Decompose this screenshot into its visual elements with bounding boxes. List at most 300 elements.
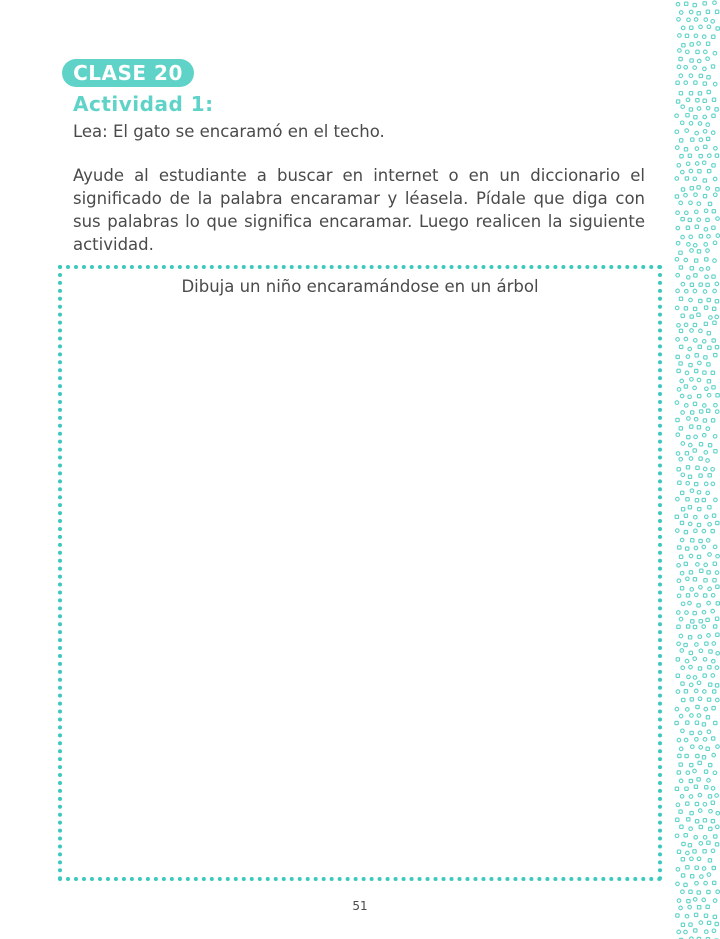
- pattern-dot: [707, 25, 711, 29]
- pattern-dot: [696, 754, 699, 757]
- pattern-dot: [690, 329, 694, 333]
- pattern-dot: [690, 378, 694, 382]
- pattern-dot: [705, 930, 709, 934]
- pattern-dot: [686, 851, 690, 855]
- pattern-dot: [693, 611, 696, 614]
- pattern-dot: [686, 498, 689, 501]
- pattern-dot: [712, 642, 716, 646]
- pattern-dot: [699, 649, 703, 653]
- pattern-dot: [693, 307, 696, 310]
- pattern-dot: [689, 122, 693, 126]
- pattern-dot: [707, 380, 710, 383]
- pattern-dot: [693, 676, 697, 680]
- pattern-dot: [680, 571, 684, 575]
- pattern-dot: [693, 769, 697, 773]
- pattern-dot: [711, 674, 715, 678]
- pattern-dot: [677, 468, 680, 471]
- pattern-dot: [697, 523, 700, 526]
- pattern-dot: [706, 539, 710, 543]
- pattern-dot: [694, 339, 698, 343]
- pattern-dot: [697, 491, 701, 495]
- pattern-dot: [676, 658, 679, 661]
- pattern-dot: [694, 546, 698, 550]
- pattern-dot: [687, 417, 691, 421]
- pattern-dot: [680, 825, 683, 828]
- pattern-dot: [688, 218, 691, 221]
- pattern-dot: [716, 811, 720, 815]
- pattern-dot: [714, 721, 717, 724]
- pattern-dot: [689, 665, 693, 669]
- pattern-dot: [675, 114, 679, 118]
- pattern-dot: [686, 625, 689, 628]
- reading-sentence: Lea: El gato se encaramó en el techo.: [73, 122, 385, 141]
- pattern-dot: [703, 738, 707, 742]
- pattern-dot: [705, 642, 708, 645]
- pattern-dot: [675, 130, 679, 134]
- pattern-dot: [684, 514, 687, 517]
- pattern-dot: [679, 297, 682, 300]
- pattern-dot: [685, 289, 689, 293]
- pattern-dot: [676, 226, 680, 230]
- pattern-dot: [708, 506, 711, 509]
- pattern-dot: [703, 2, 706, 5]
- pattern-dot: [703, 130, 707, 134]
- pattern-dot: [697, 681, 701, 685]
- pattern-dot: [693, 177, 697, 181]
- pattern-dot: [685, 754, 688, 757]
- drawing-area[interactable]: [58, 265, 662, 881]
- pattern-dot: [707, 730, 711, 734]
- pattern-dot: [711, 849, 715, 853]
- pattern-dot: [690, 714, 694, 718]
- pattern-dot: [704, 145, 707, 148]
- pattern-dot: [676, 818, 679, 821]
- pattern-dot: [715, 684, 718, 687]
- class-badge: CLASE 20: [62, 59, 194, 87]
- pattern-dot: [675, 258, 679, 262]
- pattern-dot: [688, 347, 692, 351]
- pattern-dot: [676, 146, 680, 150]
- pattern-dot: [680, 649, 684, 653]
- pattern-dot: [707, 921, 710, 924]
- pattern-dot: [695, 643, 699, 647]
- pattern-dot: [678, 481, 681, 484]
- pattern-dot: [678, 34, 682, 38]
- pattern-dot: [681, 188, 684, 191]
- pattern-dot: [713, 435, 717, 439]
- pattern-dot: [697, 891, 700, 894]
- pattern-dot: [684, 66, 688, 70]
- pattern-dot: [711, 131, 715, 135]
- activity-title: Actividad 1:: [73, 92, 214, 116]
- pattern-dot: [686, 547, 689, 550]
- pattern-dot: [681, 411, 685, 415]
- pattern-dot: [691, 138, 694, 141]
- pattern-dot: [679, 329, 682, 332]
- pattern-dot: [694, 274, 697, 277]
- pattern-dot: [716, 188, 719, 191]
- pattern-dot: [689, 298, 693, 302]
- pattern-dot: [685, 34, 688, 37]
- pattern-dot: [706, 491, 710, 495]
- pattern-dot: [697, 186, 700, 189]
- pattern-dot: [698, 635, 702, 639]
- pattern-dot: [686, 577, 690, 581]
- pattern-dot: [696, 50, 699, 53]
- pattern-dot: [684, 307, 687, 310]
- pattern-dot: [686, 708, 690, 712]
- pattern-dot: [703, 404, 707, 408]
- pattern-dot: [703, 67, 707, 71]
- pattern-dot: [689, 235, 693, 239]
- pattern-dot: [712, 210, 715, 213]
- pattern-dot: [713, 177, 717, 181]
- pattern-dot: [680, 394, 684, 398]
- pattern-dot: [699, 539, 702, 542]
- pattern-dot: [687, 276, 691, 280]
- pattern-dot: [687, 18, 691, 22]
- pattern-dot: [698, 761, 701, 764]
- pattern-dot: [684, 385, 687, 388]
- pattern-dot: [699, 825, 702, 828]
- pattern-dot: [703, 850, 706, 853]
- pattern-dot: [711, 20, 715, 24]
- pattern-dot: [712, 929, 716, 933]
- pattern-dot: [706, 618, 709, 621]
- pattern-dot: [716, 825, 720, 829]
- pattern-dot: [706, 459, 710, 463]
- pattern-dot: [679, 779, 683, 783]
- pattern-dot: [713, 51, 717, 55]
- pattern-dot: [703, 115, 707, 119]
- pattern-dot: [699, 620, 702, 623]
- pattern-dot: [716, 585, 719, 588]
- pattern-dot: [690, 857, 694, 861]
- pattern-dot: [681, 105, 685, 109]
- pattern-dot: [698, 809, 702, 813]
- pattern-dot: [698, 507, 701, 510]
- pattern-dot: [682, 44, 685, 47]
- pattern-dot: [688, 395, 692, 399]
- pattern-dot: [693, 657, 697, 661]
- pattern-dot: [711, 65, 714, 68]
- pattern-dot: [698, 793, 702, 797]
- pattern-dot: [688, 475, 691, 478]
- pattern-dot: [711, 468, 715, 472]
- activity-instructions: Ayude al estudiante a buscar en internet o en un diccionario el significado de la palabra encaramar y léasela. Pídale que diga con sus palabras lo que significa encaramar. Luego realicen la siguiente actividad.: [73, 166, 645, 254]
- pattern-dot: [705, 387, 709, 391]
- pattern-dot: [675, 707, 679, 711]
- pattern-dot: [686, 355, 690, 359]
- pattern-dot: [698, 667, 701, 670]
- pattern-dot: [702, 723, 705, 726]
- pattern-dot: [681, 217, 684, 220]
- pattern-dot: [684, 258, 688, 262]
- pattern-dot: [695, 147, 699, 151]
- pattern-dot: [693, 850, 696, 853]
- pattern-dot: [697, 313, 700, 316]
- pattern-dot: [686, 162, 690, 166]
- pattern-dot: [693, 323, 696, 326]
- pattern-dot: [681, 729, 685, 733]
- pattern-dot: [684, 883, 687, 886]
- pattern-dot: [694, 417, 698, 421]
- pattern-dot: [700, 569, 703, 572]
- pattern-dot: [715, 300, 718, 303]
- pattern-dot: [708, 169, 711, 172]
- page-number: 51: [352, 899, 368, 913]
- pattern-dot: [700, 875, 704, 879]
- pattern-dot: [675, 515, 678, 518]
- pattern-dot: [685, 787, 688, 790]
- pattern-dot: [694, 81, 697, 84]
- pattern-dot: [677, 324, 681, 328]
- pattern-dot: [708, 666, 711, 669]
- pattern-dot: [675, 787, 678, 790]
- pattern-dot: [693, 3, 696, 6]
- pattern-dot: [682, 698, 685, 701]
- pattern-dot: [711, 594, 715, 598]
- pattern-dot: [699, 25, 703, 29]
- pattern-dot: [711, 787, 715, 791]
- pattern-dot: [680, 795, 684, 799]
- pattern-dot: [681, 874, 684, 877]
- pattern-dot: [681, 442, 685, 446]
- pattern-dot: [676, 497, 680, 501]
- pattern-dot: [697, 426, 700, 429]
- pattern-dot: [702, 498, 705, 501]
- pattern-dot: [690, 731, 693, 734]
- pattern-dot: [702, 529, 706, 533]
- pattern-dot: [679, 747, 683, 751]
- pattern-dot: [677, 564, 681, 568]
- pattern-dot: [686, 226, 689, 229]
- pattern-dot: [705, 515, 709, 519]
- pattern-dot: [715, 282, 719, 286]
- pattern-dot: [698, 697, 702, 701]
- pattern-dot: [706, 57, 710, 61]
- pattern-dot: [693, 244, 697, 248]
- pattern-dot: [686, 721, 689, 724]
- pattern-dot: [703, 194, 706, 197]
- pattern-dot: [704, 770, 707, 773]
- pattern-dot: [676, 674, 679, 677]
- pattern-dot: [677, 771, 680, 774]
- pattern-dot: [685, 611, 689, 615]
- pattern-dot: [680, 587, 683, 590]
- pattern-dot: [689, 827, 693, 831]
- pattern-dot: [690, 425, 693, 428]
- pattern-dot: [703, 819, 706, 822]
- pattern-dot: [699, 154, 702, 157]
- pattern-dot: [690, 26, 693, 29]
- pattern-dot: [713, 881, 716, 884]
- pattern-dot: [712, 164, 715, 167]
- pattern-dot: [703, 836, 707, 840]
- pattern-dot: [706, 187, 710, 191]
- pattern-dot: [684, 81, 688, 85]
- pattern-dot: [677, 388, 681, 392]
- pattern-dot: [681, 314, 684, 317]
- pattern-dot: [715, 315, 719, 319]
- pattern-dot: [702, 625, 706, 629]
- pattern-dot: [697, 555, 700, 558]
- pattern-dot: [697, 107, 701, 111]
- pattern-dot: [709, 763, 712, 766]
- pattern-dot: [699, 586, 703, 590]
- pattern-dot: [679, 427, 682, 430]
- pattern-dot: [712, 35, 715, 38]
- pattern-dot: [713, 321, 716, 324]
- pattern-dot: [697, 714, 701, 718]
- pattern-dot: [689, 10, 693, 14]
- pattern-dot: [702, 610, 706, 614]
- pattern-dot: [695, 482, 698, 485]
- pattern-dot: [713, 771, 717, 775]
- pattern-dot: [699, 138, 703, 142]
- pattern-dot: [679, 251, 682, 254]
- pattern-dot: [691, 620, 694, 623]
- pattern-dot: [675, 401, 679, 405]
- pattern-dot: [714, 147, 718, 151]
- pattern-dot: [706, 137, 709, 140]
- pattern-dot: [716, 217, 720, 221]
- pattern-dot: [681, 923, 684, 926]
- pattern-dot: [690, 315, 693, 318]
- pattern-dot: [714, 450, 717, 453]
- pattern-dot: [677, 611, 681, 615]
- pattern-dot: [689, 554, 693, 558]
- pattern-dot: [716, 890, 720, 894]
- pattern-dot: [696, 705, 699, 708]
- pattern-dot: [711, 819, 714, 822]
- pattern-dot: [686, 114, 689, 117]
- pattern-dot: [709, 683, 712, 686]
- pattern-dot: [689, 201, 693, 205]
- pattern-dot: [689, 108, 692, 111]
- pattern-dot: [697, 202, 701, 206]
- pattern-dot: [685, 211, 689, 215]
- pattern-dot: [695, 866, 698, 869]
- pattern-dot: [694, 515, 698, 519]
- pattern-dot: [689, 683, 693, 687]
- pattern-dot: [707, 779, 711, 783]
- pattern-dot: [706, 106, 710, 110]
- decorative-dot-strip: [672, 0, 720, 939]
- pattern-dot: [679, 57, 682, 60]
- pattern-dot: [707, 235, 711, 239]
- pattern-dot: [695, 131, 699, 135]
- pattern-dot: [688, 844, 691, 847]
- pattern-dot: [698, 361, 702, 365]
- pattern-dot: [694, 18, 698, 22]
- pattern-dot: [712, 514, 715, 517]
- pattern-dot: [695, 820, 698, 823]
- pattern-dot: [684, 193, 688, 197]
- pattern-dot: [715, 10, 718, 13]
- pattern-dot: [702, 433, 706, 437]
- pattern-dot: [676, 914, 679, 917]
- pattern-dot: [676, 418, 679, 421]
- pattern-dot: [706, 10, 709, 13]
- pattern-dot: [704, 914, 707, 917]
- pattern-dot: [713, 82, 717, 86]
- pattern-dot: [704, 707, 708, 711]
- pattern-dot: [690, 249, 694, 253]
- pattern-dot: [675, 834, 679, 838]
- pattern-dot: [676, 690, 680, 694]
- pattern-dot: [676, 289, 680, 293]
- pattern-dot: [690, 59, 693, 62]
- pattern-dot: [716, 554, 720, 558]
- pattern-dot: [676, 81, 679, 84]
- pattern-dot: [690, 43, 693, 46]
- pattern-dot: [677, 594, 681, 598]
- pattern-dot: [686, 594, 689, 597]
- pattern-dot: [677, 850, 680, 853]
- pattern-dot: [678, 49, 682, 53]
- pattern-dot: [677, 164, 681, 168]
- pattern-dot: [707, 698, 710, 701]
- pattern-dot: [681, 858, 684, 861]
- pattern-dot: [698, 394, 701, 397]
- pattern-dot: [681, 235, 685, 239]
- pattern-dot: [694, 435, 698, 439]
- pattern-dot: [705, 786, 708, 789]
- pattern-dot: [681, 26, 685, 30]
- pattern-dot: [697, 604, 700, 607]
- pattern-dot: [694, 34, 698, 38]
- pattern-dot: [689, 363, 692, 366]
- pattern-dot: [702, 756, 705, 759]
- pattern-dot: [708, 202, 711, 205]
- pattern-dot: [715, 843, 718, 846]
- pattern-dot: [706, 283, 709, 286]
- pattern-dot: [685, 914, 689, 918]
- pattern-dot: [697, 250, 700, 253]
- pattern-dot: [714, 353, 717, 356]
- pattern-dot: [693, 625, 696, 628]
- pattern-dot: [708, 444, 711, 447]
- pattern-dot: [677, 65, 681, 69]
- pattern-dot: [695, 721, 698, 724]
- pattern-dot: [697, 12, 700, 15]
- pattern-dot: [708, 859, 711, 862]
- pattern-dot: [686, 481, 690, 485]
- pattern-dot: [708, 795, 711, 798]
- pattern-dot: [685, 2, 688, 5]
- pattern-dot: [705, 275, 709, 279]
- pattern-dot: [679, 92, 682, 95]
- pattern-dot: [677, 369, 680, 372]
- pattern-dot: [712, 659, 716, 663]
- pattern-dot: [686, 50, 690, 54]
- pattern-dot: [689, 651, 692, 654]
- pattern-dot: [681, 602, 685, 606]
- pattern-dot: [679, 810, 682, 813]
- pattern-dot: [716, 27, 719, 30]
- pattern-dot: [685, 177, 688, 180]
- pattern-dot: [688, 636, 691, 639]
- pattern-dot: [695, 354, 698, 357]
- pattern-dot: [684, 323, 688, 327]
- pattern-dot: [713, 1, 717, 5]
- pattern-dot: [681, 508, 684, 511]
- pattern-dot: [675, 177, 679, 181]
- pattern-dot: [699, 842, 703, 846]
- pattern-dot: [695, 881, 699, 885]
- pattern-dot: [709, 316, 713, 320]
